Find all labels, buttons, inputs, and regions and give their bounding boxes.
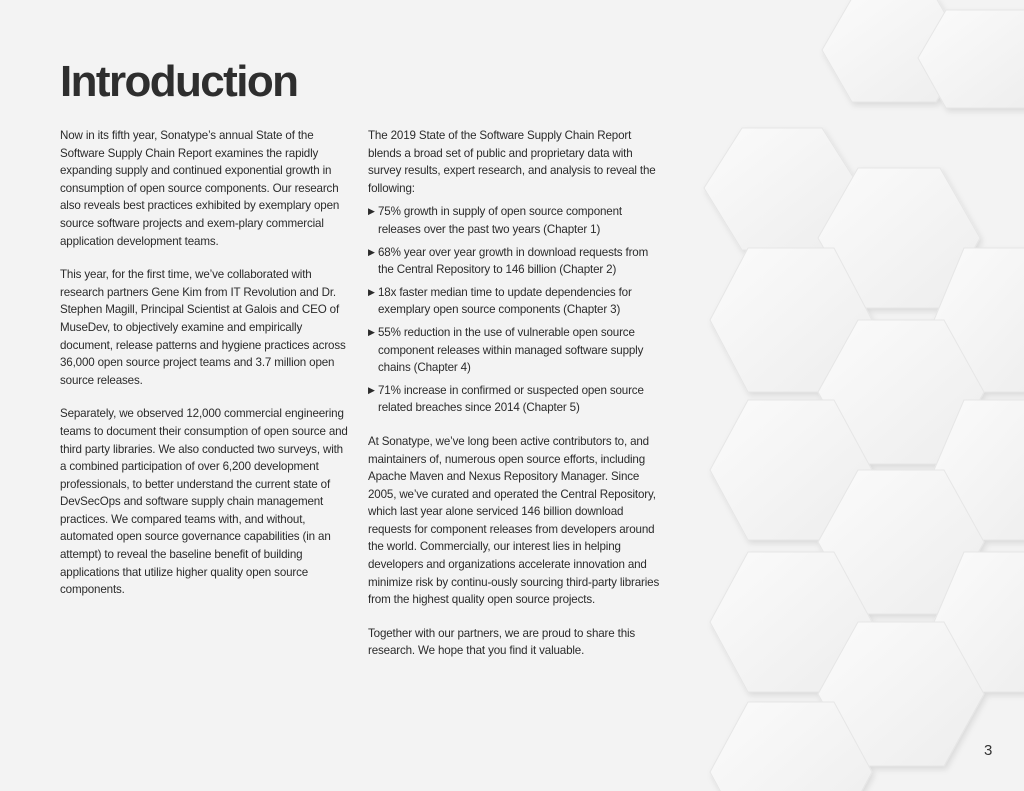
page-title: Introduction — [60, 57, 298, 106]
right-column — [368, 127, 664, 676]
triangle-right-icon: ▶ — [368, 246, 375, 257]
list-item — [368, 203, 664, 238]
list-item-text: 71% increase in confirmed or suspected open source related breaches since 2014 (Chapter 5) — [378, 383, 644, 415]
list-item-text: 18x faster median time to update dependencies for exemplary open source components (Chapter 3) — [378, 285, 632, 317]
left-paragraph-1: Now in its fifth year, Sonatype’s annual State of the Software Supply Chain Report examines the rapidly expanding supply and continued exponential growth in consumption of open source components. Our research also reveals best practices exhibited by exemplary open source software projects and exem-plary commercial application development teams. — [60, 129, 340, 248]
list-item-text: 55% reduction in the use of vulnerable open source component releases within managed software supply chains (Chapter 4) — [378, 325, 644, 375]
list-item-text: 75% growth in supply of open source component releases over the past two years (Chapter 1) — [378, 205, 622, 236]
list-item — [368, 324, 664, 377]
right-paragraph-1: At Sonatype, we’ve long been active contributors to, and maintainers of, numerous open source efforts, including Apache Maven and Nexus Repository Manager. Since 2005, we’ve curated and operated the Central Repository, which last year alone serviced 146 billion download requests for component releases from developers around the world. Commercially, our interest lies in helping developers and organizations accelerate innovation and minimize risk by continu-ously sourcing third-party libraries from the highest quality open source projects. — [368, 434, 660, 607]
list-item-text: 68% year over year growth in download requests from the Central Repository to 146 billion (Chapter 2) — [378, 245, 649, 277]
findings-list — [368, 203, 664, 417]
left-paragraph-3: Separately, we observed 12,000 commercial engineering teams to document their consumption of open source and third party libraries. We also conducted two surveys, with a combined participation of over 6,200 development professionals, to better understand the current state of DevSecOps and software supply chain management practices. We compared teams with, and without, automated open source governance capabilities (in an attempt) to reveal the baseline benefit of building applications that utilize higher quality open source components. — [60, 407, 348, 597]
list-item — [368, 284, 664, 319]
left-column — [60, 127, 352, 615]
triangle-right-icon: ▶ — [368, 384, 375, 395]
list-item — [368, 382, 664, 417]
triangle-right-icon: ▶ — [368, 206, 375, 217]
triangle-right-icon: ▶ — [368, 286, 375, 297]
left-paragraph-2: This year, for the first time, we’ve collaborated with research partners Gene Kim from IT Revolution and Dr. Stephen Magill, Principal Scientist at Galois and CEO of MuseDev, to objectively examine and empirically document, release patterns and hygiene practices across 36,000 open source project teams and 3.7 million open source releases. — [60, 268, 346, 387]
right-intro-paragraph: The 2019 State of the Software Supply Chain Report blends a broad set of public and proprietary data with survey results, expert research, and analysis to reveal the following: — [368, 129, 656, 195]
list-item — [368, 244, 664, 279]
triangle-right-icon: ▶ — [368, 326, 375, 337]
page-number: 3 — [984, 742, 993, 759]
right-paragraph-2: Together with our partners, we are proud to share this research. We hope that you find it valuable. — [368, 626, 636, 658]
